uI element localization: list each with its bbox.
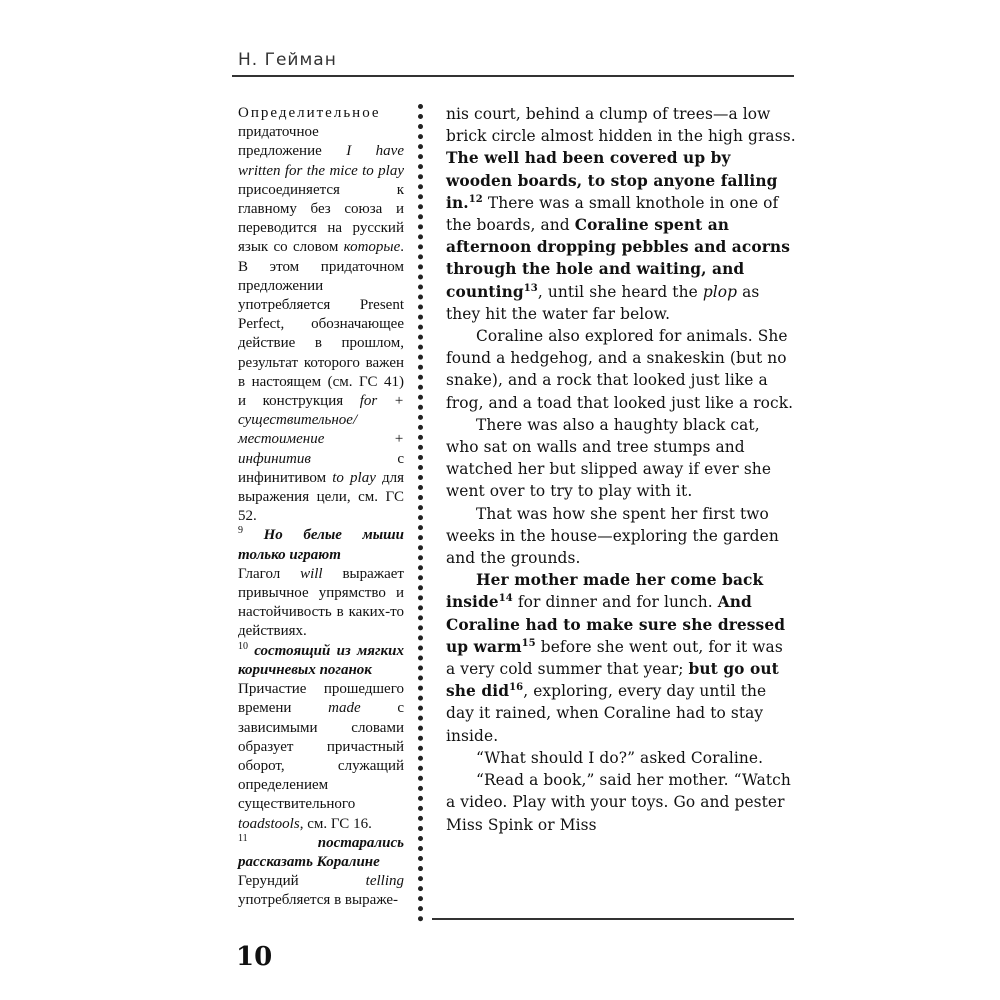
note-9-number: 9	[238, 525, 243, 537]
intro-text-1: Определительное	[238, 105, 381, 121]
header-rule	[232, 75, 794, 77]
note-10-title: состоящий из мягких коричневых поганок	[238, 642, 404, 678]
p5-text-1: for dinner and for lunch.	[517, 593, 713, 612]
note-9-italic-1: will	[300, 565, 323, 582]
p5-bold-2: And Coraline had to make sure she dressed up warm	[446, 593, 786, 656]
note-10-text-3: , см. ГС 16.	[299, 815, 372, 832]
story-paragraph-7: “Read a book,” said her mother. “Watch a video. Play with your toys. Go and pester Miss Spink or Miss	[446, 771, 791, 834]
note-10-italic-2: toadstools	[238, 815, 300, 832]
intro-text-4: . В этом придаточном предложении употребляется Present Perfect, обозначающее действие в прошлом, результат которого важен в настоящем (см. ГС 41) и конструкция	[238, 239, 405, 410]
p1-text-4: as they hit the water far below.	[446, 282, 760, 323]
story-column	[446, 103, 796, 836]
p1-text-2: There was a small knothole in one of the boards, and	[446, 193, 779, 235]
commentary-intro	[238, 104, 404, 526]
footnote-ref-13: 13	[523, 282, 538, 294]
note-11-body	[238, 872, 404, 910]
page-number: 10	[236, 942, 273, 972]
note-9-title: Но белые мыши только играют	[238, 527, 404, 563]
bottom-rule	[432, 918, 794, 920]
story-paragraph-6: “What should I do?” asked Coraline.	[476, 748, 764, 767]
p5-bold-3: but go out she did	[446, 660, 779, 701]
intro-italic-1: I have written for the mice to play	[238, 143, 404, 179]
note-10-text-2: с зависимыми словами образует причастный оборот, служащий определением существительного	[238, 700, 404, 813]
p1-text-3: , until she heard the	[537, 282, 698, 301]
footnote-ref-15: 15	[521, 637, 536, 649]
p1-bold-1: The well had been covered up by wooden boards, to stop anyone falling in.	[446, 149, 778, 212]
intro-italic-4: to play	[332, 469, 376, 486]
intro-text-5: с инфинитивом	[238, 450, 404, 486]
p1-text-1: nis court, behind a clump of trees—a low brick circle almost hidden in the high grass.	[446, 105, 796, 146]
note-10-italic-1: made	[328, 700, 361, 717]
note-10-number: 10	[238, 640, 248, 652]
note-9-body	[238, 565, 404, 642]
note-9-text-1: Глагол	[238, 565, 281, 582]
note-9-heading	[238, 526, 404, 564]
intro-text-3: присоединяется к главному без союза и переводится на русский язык со словом	[238, 181, 404, 256]
note-11-text-1: Герундий	[238, 873, 299, 890]
p5-text-2: before she went out, for it was a very cold summer that year;	[446, 637, 783, 679]
story-paragraph-4: That was how she spent her first two weeks in the house—exploring the garden and the grounds.	[446, 504, 779, 568]
commentary-column	[238, 104, 404, 911]
note-10-text-1: Причастие прошедшего времени	[238, 681, 404, 717]
column-separator	[418, 104, 423, 922]
running-header-author: Н. Гейман	[238, 50, 337, 70]
p5-text-3: , exploring, every day until the day it rained, when Coraline had to stay inside.	[446, 682, 767, 745]
p5-bold-1: Her mother made her come back inside	[446, 571, 764, 612]
p1-bold-2: Coraline spent an afternoon dropping pebbles and acorns through the hole and waiting, and counting	[446, 216, 790, 301]
footnote-ref-12: 12	[468, 193, 483, 205]
note-9-text-2: выражает привычное упрямство и настойчивость в каких-то действиях.	[238, 565, 404, 640]
note-10-body	[238, 680, 404, 834]
footnote-ref-16: 16	[509, 682, 524, 694]
story-paragraph-5	[446, 569, 796, 747]
story-paragraph-3: There was also a haughty black cat, who sat on walls and tree stumps and watched her but slipped away if ever she went over to try to play with it.	[446, 415, 772, 501]
intro-text-2: придаточное предложение	[238, 124, 322, 160]
footnote-ref-14: 14	[498, 593, 513, 605]
note-10-heading	[238, 642, 404, 680]
note-11-title: постарались рассказать Коралине	[238, 834, 404, 870]
note-11-text-2: употребляется в выраже-	[238, 892, 399, 909]
story-paragraph-2: Coraline also explored for animals. She found a hedgehog, and a snakeskin (but no snake), and a rock that looked just like a frog, and a toad that looked just like a rock.	[446, 327, 794, 412]
story-paragraph-1	[446, 103, 796, 325]
intro-italic-3: for + существительное/местоимение + инфинитив	[238, 393, 404, 467]
note-11-italic-1: telling	[365, 873, 404, 890]
note-11-number: 11	[238, 832, 248, 844]
p1-italic-1: plop	[702, 282, 738, 301]
intro-italic-2: которые	[343, 239, 401, 256]
intro-text-6: для выражения цели, см. ГС 52.	[238, 469, 405, 525]
note-11-heading	[238, 834, 404, 872]
